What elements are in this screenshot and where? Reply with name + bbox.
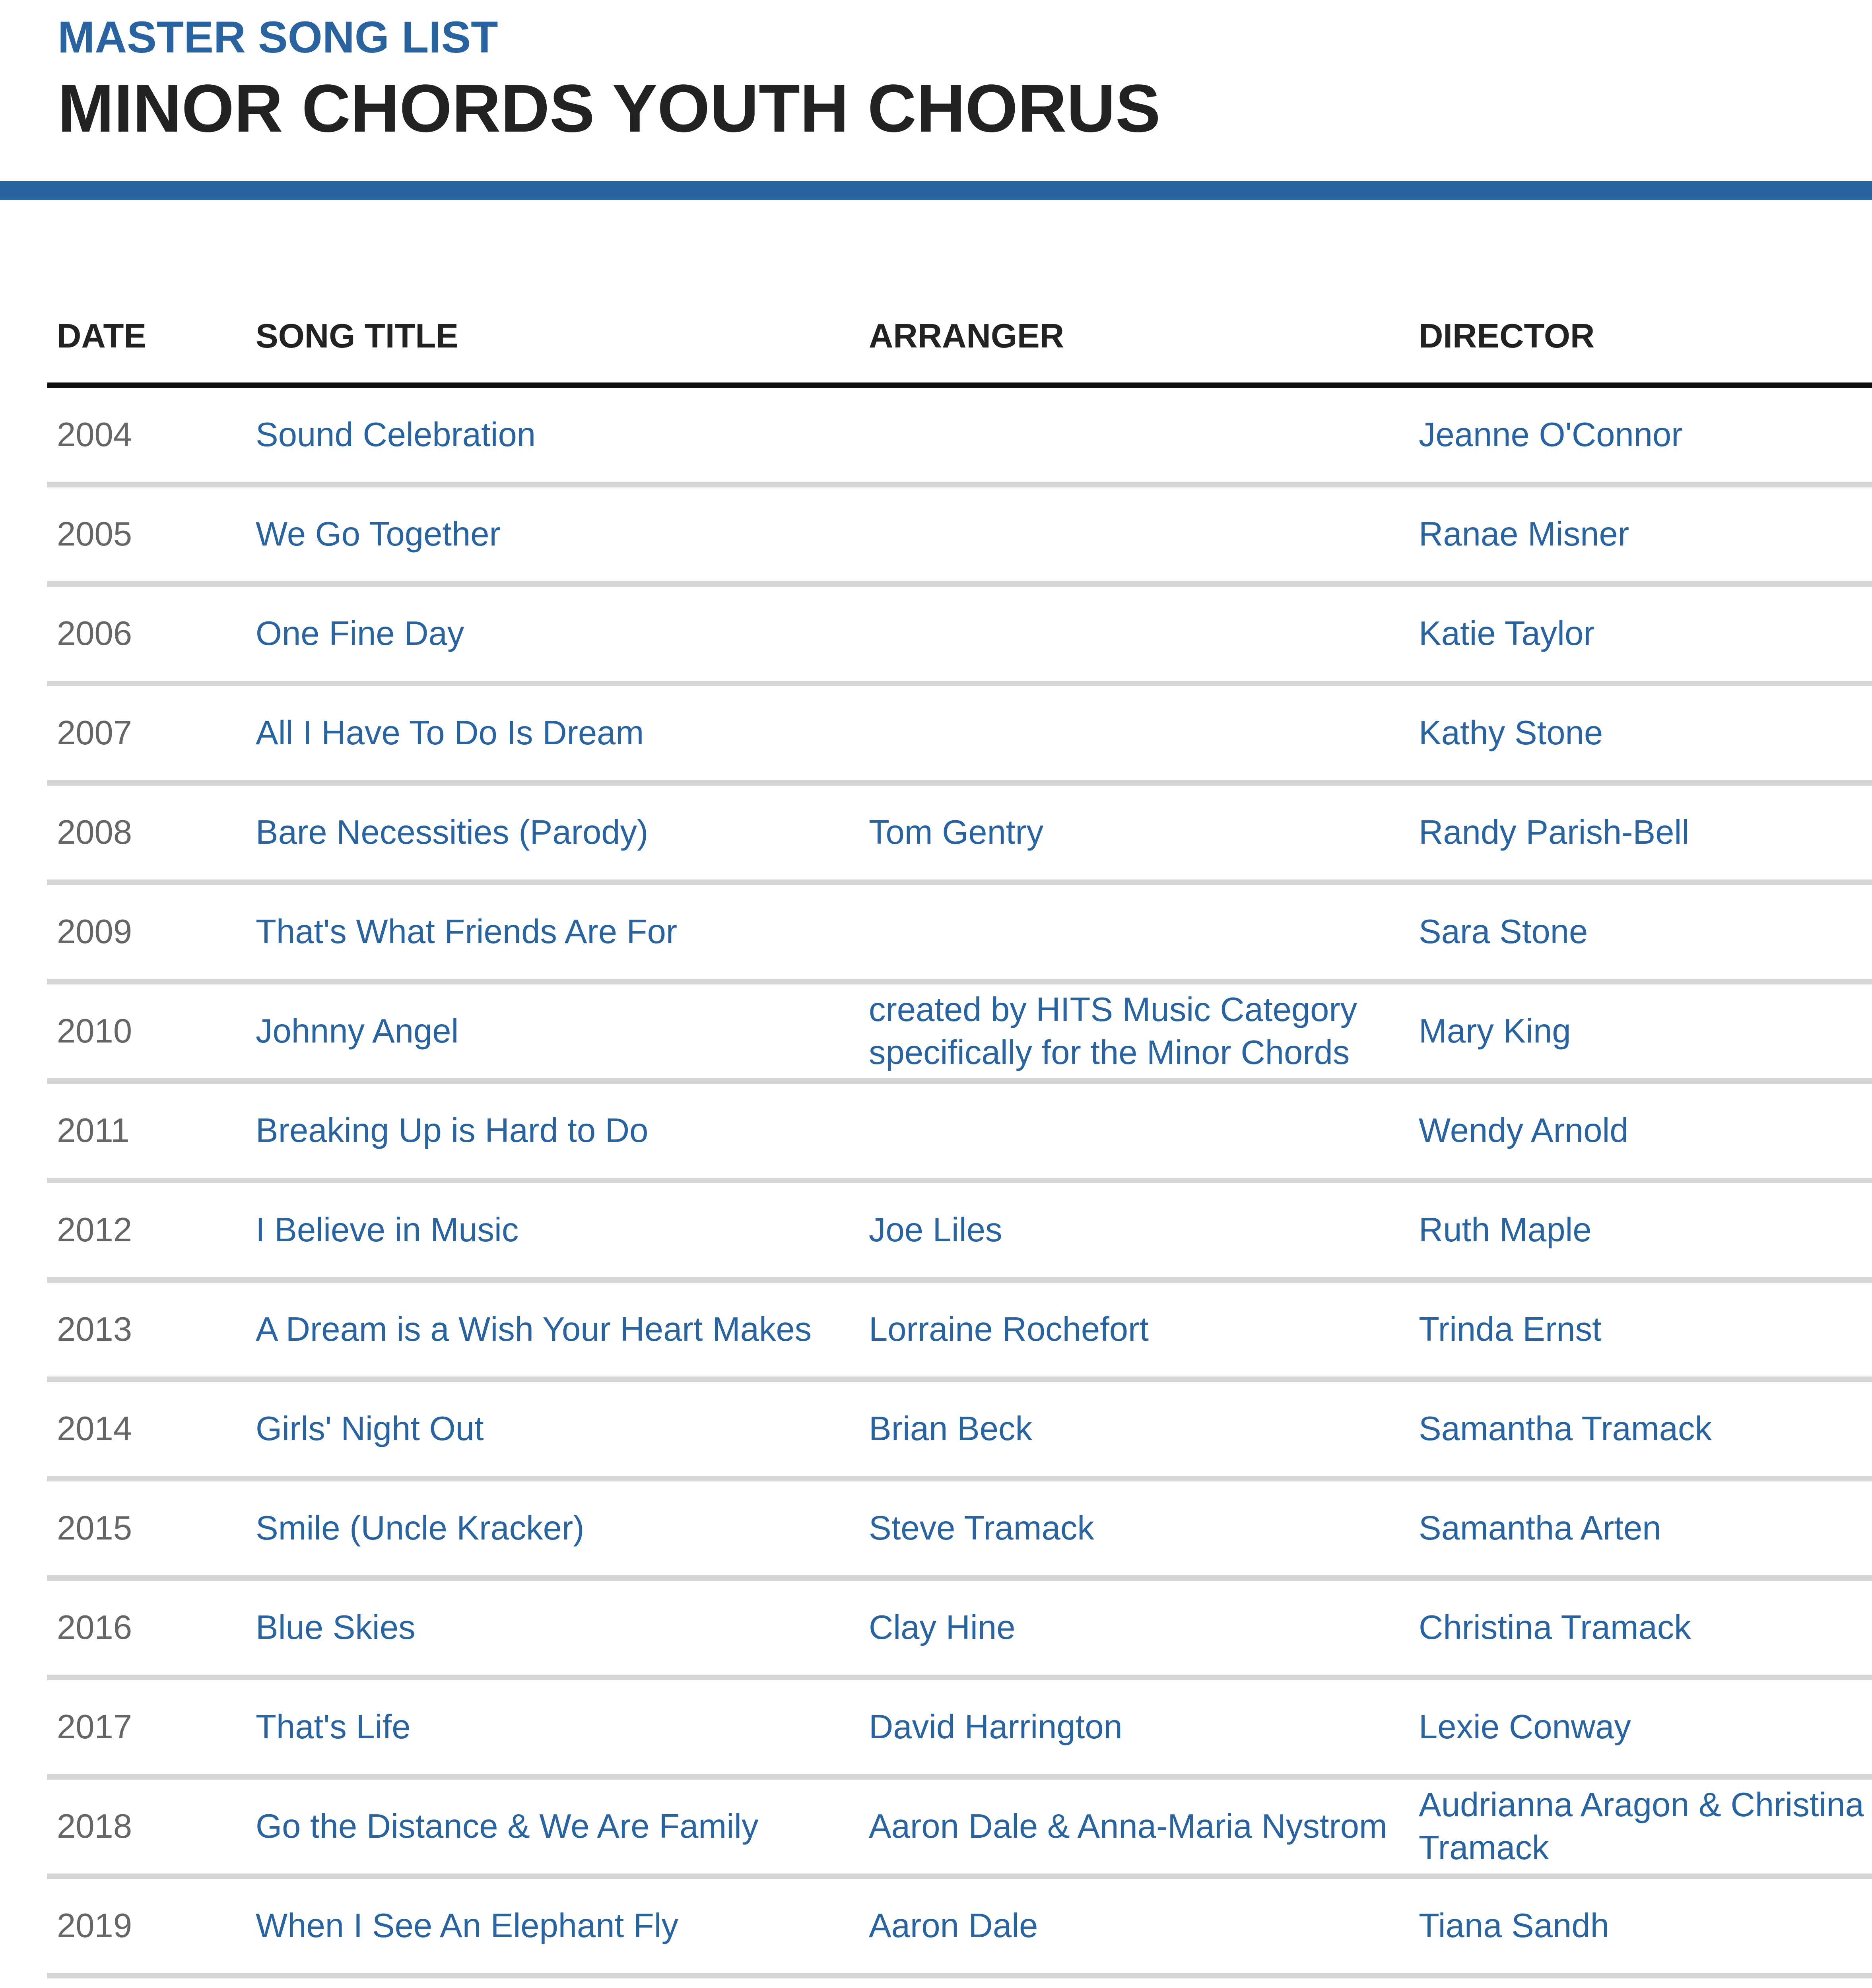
song-title-link bbox=[256, 1581, 860, 1675]
director-cell-text: Sara Stone bbox=[1419, 913, 1588, 951]
song-title-link bbox=[256, 388, 860, 482]
date-cell-text: 2005 bbox=[57, 515, 132, 553]
date-cell bbox=[57, 587, 244, 681]
director-cell bbox=[1419, 786, 1872, 879]
song-title-link bbox=[256, 1183, 860, 1277]
director-cell-text: Mary King bbox=[1419, 1012, 1571, 1050]
date-cell bbox=[57, 1978, 244, 1988]
date-cell-text: 2004 bbox=[57, 416, 132, 454]
arranger-cell-text: Brian Beck bbox=[869, 1410, 1033, 1448]
arranger-cell bbox=[869, 1978, 1402, 1988]
director-cell-text: Katie Taylor bbox=[1419, 615, 1595, 653]
date-cell-text: 2014 bbox=[57, 1410, 132, 1448]
date-cell-text: 2015 bbox=[57, 1509, 132, 1547]
arranger-cell bbox=[869, 984, 1402, 1078]
song-title-link-text: One Fine Day bbox=[256, 615, 464, 653]
song-title-link-text: That's Life bbox=[256, 1708, 411, 1746]
director-cell-text: Ruth Maple bbox=[1419, 1211, 1592, 1249]
arranger-cell bbox=[869, 786, 1402, 879]
arranger-cell bbox=[869, 1780, 1402, 1873]
date-cell-text: 2018 bbox=[57, 1807, 132, 1846]
arranger-cell bbox=[869, 1283, 1402, 1376]
song-title-link-text: I Believe in Music bbox=[256, 1211, 519, 1249]
arranger-cell bbox=[869, 1481, 1402, 1575]
arranger-cell-text: David Harrington bbox=[869, 1708, 1122, 1746]
director-cell bbox=[1419, 1084, 1872, 1178]
date-cell bbox=[57, 1680, 244, 1774]
director-cell bbox=[1419, 388, 1872, 482]
table-row bbox=[47, 1084, 1872, 1183]
song-title-link bbox=[256, 1084, 860, 1178]
header-divider bbox=[0, 181, 1872, 200]
director-cell-text: Ranae Misner bbox=[1419, 515, 1629, 553]
date-cell-text: 2012 bbox=[57, 1211, 132, 1249]
table-row bbox=[47, 1879, 1872, 1978]
date-cell bbox=[57, 388, 244, 482]
table-row bbox=[47, 885, 1872, 984]
date-cell bbox=[57, 487, 244, 581]
arranger-cell-text: Steve Tramack bbox=[869, 1509, 1094, 1547]
date-cell-text: 2016 bbox=[57, 1609, 132, 1647]
director-cell-text: Christina Tramack bbox=[1419, 1609, 1691, 1647]
page-subtitle: MASTER SONG LIST bbox=[58, 12, 498, 62]
table-row bbox=[47, 984, 1872, 1084]
table-row bbox=[47, 388, 1872, 487]
director-cell bbox=[1419, 984, 1872, 1078]
arranger-cell-text: Lorraine Rochefort bbox=[869, 1310, 1149, 1349]
date-cell bbox=[57, 686, 244, 780]
arranger-cell-text: Aaron Dale bbox=[869, 1907, 1038, 1945]
director-cell bbox=[1419, 1978, 1872, 1988]
date-cell-text: 2007 bbox=[57, 714, 132, 752]
director-cell-text: Lexie Conway bbox=[1419, 1708, 1631, 1746]
song-title-link-text: Johnny Angel bbox=[256, 1012, 459, 1050]
director-cell-text: Jeanne O'Connor bbox=[1419, 416, 1683, 454]
table-row bbox=[47, 487, 1872, 587]
song-title-link-text: We Go Together bbox=[256, 515, 501, 553]
arranger-cell bbox=[869, 1581, 1402, 1675]
song-title-link-text: Breaking Up is Hard to Do bbox=[256, 1112, 649, 1150]
director-cell bbox=[1419, 1183, 1872, 1277]
arranger-cell bbox=[869, 487, 1402, 581]
song-title-link-text: Girls' Night Out bbox=[256, 1410, 484, 1448]
director-cell bbox=[1419, 1879, 1872, 1973]
arranger-cell-text: created by HITS Music Category specifically for the Minor Chords bbox=[869, 991, 1357, 1072]
arranger-cell bbox=[869, 1183, 1402, 1277]
director-cell-text: Samantha Tramack bbox=[1419, 1410, 1712, 1448]
date-cell-text: 2006 bbox=[57, 615, 132, 653]
song-title-link bbox=[256, 1780, 860, 1873]
page-title: MINOR CHORDS YOUTH CHORUS bbox=[58, 71, 1161, 146]
table-row bbox=[47, 786, 1872, 885]
date-cell bbox=[57, 984, 244, 1078]
date-cell-text: 2009 bbox=[57, 913, 132, 951]
arranger-cell bbox=[869, 1879, 1402, 1973]
column-header-date: DATE bbox=[57, 317, 147, 355]
date-cell bbox=[57, 1283, 244, 1376]
arranger-cell bbox=[869, 1680, 1402, 1774]
column-header-arranger: ARRANGER bbox=[869, 317, 1064, 355]
table-row bbox=[47, 1481, 1872, 1581]
arranger-cell bbox=[869, 885, 1402, 979]
song-title-link bbox=[256, 786, 860, 879]
date-cell-text: 2010 bbox=[57, 1012, 132, 1050]
song-title-link bbox=[256, 984, 860, 1078]
director-cell bbox=[1419, 1481, 1872, 1575]
director-cell bbox=[1419, 1680, 1872, 1774]
director-cell-text: Wendy Arnold bbox=[1419, 1112, 1629, 1150]
date-cell bbox=[57, 1581, 244, 1675]
song-title-link-text: Bare Necessities (Parody) bbox=[256, 813, 649, 852]
date-cell-text: 2017 bbox=[57, 1708, 132, 1746]
table-row bbox=[47, 1978, 1872, 1988]
arranger-cell bbox=[869, 587, 1402, 681]
song-title-link-text: When I See An Elephant Fly bbox=[256, 1907, 679, 1945]
song-title-link-text: All I Have To Do Is Dream bbox=[256, 714, 644, 752]
song-title-link bbox=[256, 1382, 860, 1476]
table-row bbox=[47, 587, 1872, 686]
table-body bbox=[47, 388, 1872, 1988]
song-title-link-text: Smile (Uncle Kracker) bbox=[256, 1509, 585, 1547]
arranger-cell bbox=[869, 1382, 1402, 1476]
director-cell bbox=[1419, 1780, 1872, 1873]
arranger-cell-text: Aaron Dale & Anna-Maria Nystrom bbox=[869, 1807, 1387, 1846]
song-title-link bbox=[256, 686, 860, 780]
director-cell bbox=[1419, 885, 1872, 979]
director-cell-text: Randy Parish-Bell bbox=[1419, 813, 1689, 852]
director-cell bbox=[1419, 686, 1872, 780]
song-title-link bbox=[256, 1283, 860, 1376]
table-header bbox=[47, 290, 1872, 388]
date-cell-text: 2019 bbox=[57, 1907, 132, 1945]
song-title-link bbox=[256, 1978, 860, 1988]
song-title-link bbox=[256, 1481, 860, 1575]
date-cell-text: 2008 bbox=[57, 813, 132, 852]
song-title-link bbox=[256, 1879, 860, 1973]
column-header-director: DIRECTOR bbox=[1419, 317, 1595, 355]
table-row bbox=[47, 1183, 1872, 1283]
director-cell-text: Trinda Ernst bbox=[1419, 1310, 1602, 1349]
arranger-cell-text: Tom Gentry bbox=[869, 813, 1044, 852]
director-cell bbox=[1419, 1382, 1872, 1476]
table-row bbox=[47, 1780, 1872, 1879]
date-cell bbox=[57, 1183, 244, 1277]
date-cell bbox=[57, 1481, 244, 1575]
arranger-cell bbox=[869, 388, 1402, 482]
date-cell bbox=[57, 1879, 244, 1973]
song-title-link bbox=[256, 885, 860, 979]
song-title-link bbox=[256, 487, 860, 581]
table-row bbox=[47, 1283, 1872, 1382]
column-header-song-title: SONG TITLE bbox=[256, 317, 458, 355]
table-row bbox=[47, 1680, 1872, 1780]
song-table bbox=[47, 290, 1872, 1988]
date-cell-text: 2013 bbox=[57, 1310, 132, 1349]
song-title-link-text: Go the Distance & We Are Family bbox=[256, 1807, 759, 1846]
director-cell bbox=[1419, 587, 1872, 681]
table-row bbox=[47, 686, 1872, 786]
director-cell-text: Kathy Stone bbox=[1419, 714, 1603, 752]
date-cell bbox=[57, 1084, 244, 1178]
date-cell-text: 2011 bbox=[57, 1112, 130, 1150]
song-title-link-text: That's What Friends Are For bbox=[256, 913, 678, 951]
song-title-link-text: A Dream is a Wish Your Heart Makes bbox=[256, 1310, 812, 1349]
song-title-link bbox=[256, 587, 860, 681]
director-cell bbox=[1419, 1581, 1872, 1675]
date-cell bbox=[57, 1382, 244, 1476]
director-cell bbox=[1419, 1283, 1872, 1376]
table-row bbox=[47, 1581, 1872, 1680]
arranger-cell-text: Clay Hine bbox=[869, 1609, 1016, 1647]
arranger-cell-text: Joe Liles bbox=[869, 1211, 1002, 1249]
arranger-cell bbox=[869, 1084, 1402, 1178]
song-title-link bbox=[256, 1680, 860, 1774]
date-cell bbox=[57, 786, 244, 879]
arranger-cell bbox=[869, 686, 1402, 780]
date-cell bbox=[57, 1780, 244, 1873]
table-row bbox=[47, 1382, 1872, 1481]
director-cell-text: Samantha Arten bbox=[1419, 1509, 1661, 1547]
director-cell-text: Tiana Sandh bbox=[1419, 1907, 1609, 1945]
director-cell bbox=[1419, 487, 1872, 581]
date-cell bbox=[57, 885, 244, 979]
director-cell-text: Audrianna Aragon & Christina Tramack bbox=[1419, 1786, 1864, 1867]
song-title-link-text: Blue Skies bbox=[256, 1609, 416, 1647]
song-title-link-text: Sound Celebration bbox=[256, 416, 536, 454]
